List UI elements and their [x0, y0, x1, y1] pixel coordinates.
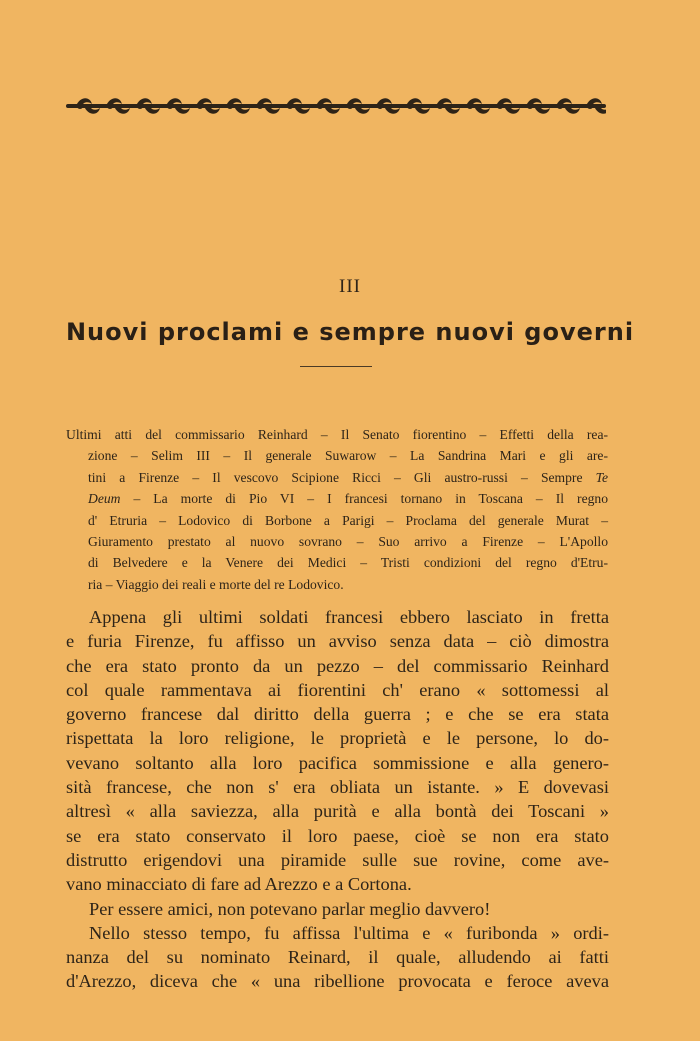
summary-line: Giuramento prestato al nuovo sovrano – Suo arrivo a Firenze – L'Apollo [88, 533, 608, 549]
ornament-dot [257, 103, 263, 109]
ornament-dot [287, 103, 293, 109]
ornament-dot [167, 103, 173, 109]
body-line: distrutto erigendovi una piramide sulle sue rovine, come ave- [66, 849, 609, 870]
body-text [66, 605, 609, 994]
body-line: e furia Firenze, fu affisso un avviso senza data – ciò dimostra [66, 631, 609, 652]
ornament-dot [317, 103, 323, 109]
body-line: vevano soltanto alla loro pacifica sommissione e alla genero- [66, 752, 609, 773]
summary-line: ria – Viaggio dei reali e morte del re Lodovico. [88, 576, 344, 592]
body-line: Nello stesso tempo, fu affissa l'ultima e « furibonda » ordi- [89, 922, 609, 943]
summary-line: di Belvedere e la Venere dei Medici – Tristi condizioni del regno d'Etru- [88, 555, 608, 571]
chapter-title: Nuovi proclami e sempre nuovi governi [65, 318, 635, 346]
body-line: altresì « alla saviezza, alla purità e alla bontà dei Toscani » [66, 801, 609, 822]
summary-italic-deum: Deum [88, 491, 121, 507]
body-line: d'Arezzo, diceva che « una ribellione provocata e feroce aveva [66, 971, 609, 992]
body-line: vano minacciato di fare ad Arezzo e a Cortona. [66, 874, 412, 895]
ornament-dot [227, 103, 233, 109]
title-divider [300, 366, 372, 367]
summary-line: tini a Firenze – Il vescovo Scipione Ricci – Gli austro-russi – Sempre Te [88, 469, 608, 485]
ornament-dot [497, 103, 503, 109]
ornament-dot [557, 103, 563, 109]
body-line: Appena gli ultimi soldati francesi ebbero lasciato in fretta [89, 607, 609, 627]
ornament-dot [437, 103, 443, 109]
body-line: governo francese dal diritto della guerra ; e che se era stata [66, 704, 609, 725]
ornament-dot [467, 103, 473, 109]
ornament-dot [347, 103, 353, 109]
ornament-dot [107, 103, 113, 109]
body-line: rispettata la loro religione, le proprietà e le persone, lo do- [66, 728, 609, 749]
decorative-ornament-band [66, 95, 606, 117]
summary-line: d' Etruria – Lodovico di Borbone a Parigi – Proclama del generale Murat – [88, 512, 608, 528]
body-line: Per essere amici, non potevano parlar meglio davvero! [89, 898, 491, 919]
body-line: che era stato pronto da un pezzo – del commissario Reinhard [66, 655, 609, 676]
chapter-number: III [339, 276, 361, 297]
ornament-dot [197, 103, 203, 109]
chapter-summary [66, 424, 608, 595]
body-line: nanza del su nominato Reinard, il quale, alludendo ai fatti [66, 947, 609, 968]
summary-italic-te: Te [595, 469, 608, 485]
body-line: col quale rammentava ai fiorentini ch' erano « sottomessi al [66, 679, 609, 700]
ornament-dot [77, 103, 83, 109]
ornament-dot [527, 103, 533, 109]
ornament-dot [137, 103, 143, 109]
summary-line: zione – Selim III – Il generale Suwarow – La Sandrina Mari e gli are- [88, 448, 608, 464]
summary-line: Ultimi atti del commissario Reinhard – Il Senato fiorentino – Effetti della rea- [66, 427, 608, 442]
body-line: se era stato conservato il loro paese, cioè se non era stato [66, 825, 609, 846]
summary-line: Deum – La morte di Pio VI – I francesi tornano in Toscana – Il regno [88, 491, 608, 507]
ornament-dot [377, 103, 383, 109]
body-line: sità francese, che non s' era obliata un istante. » E dovevasi [66, 777, 609, 798]
ornament-dot [587, 103, 593, 109]
ornament-dot [407, 103, 413, 109]
